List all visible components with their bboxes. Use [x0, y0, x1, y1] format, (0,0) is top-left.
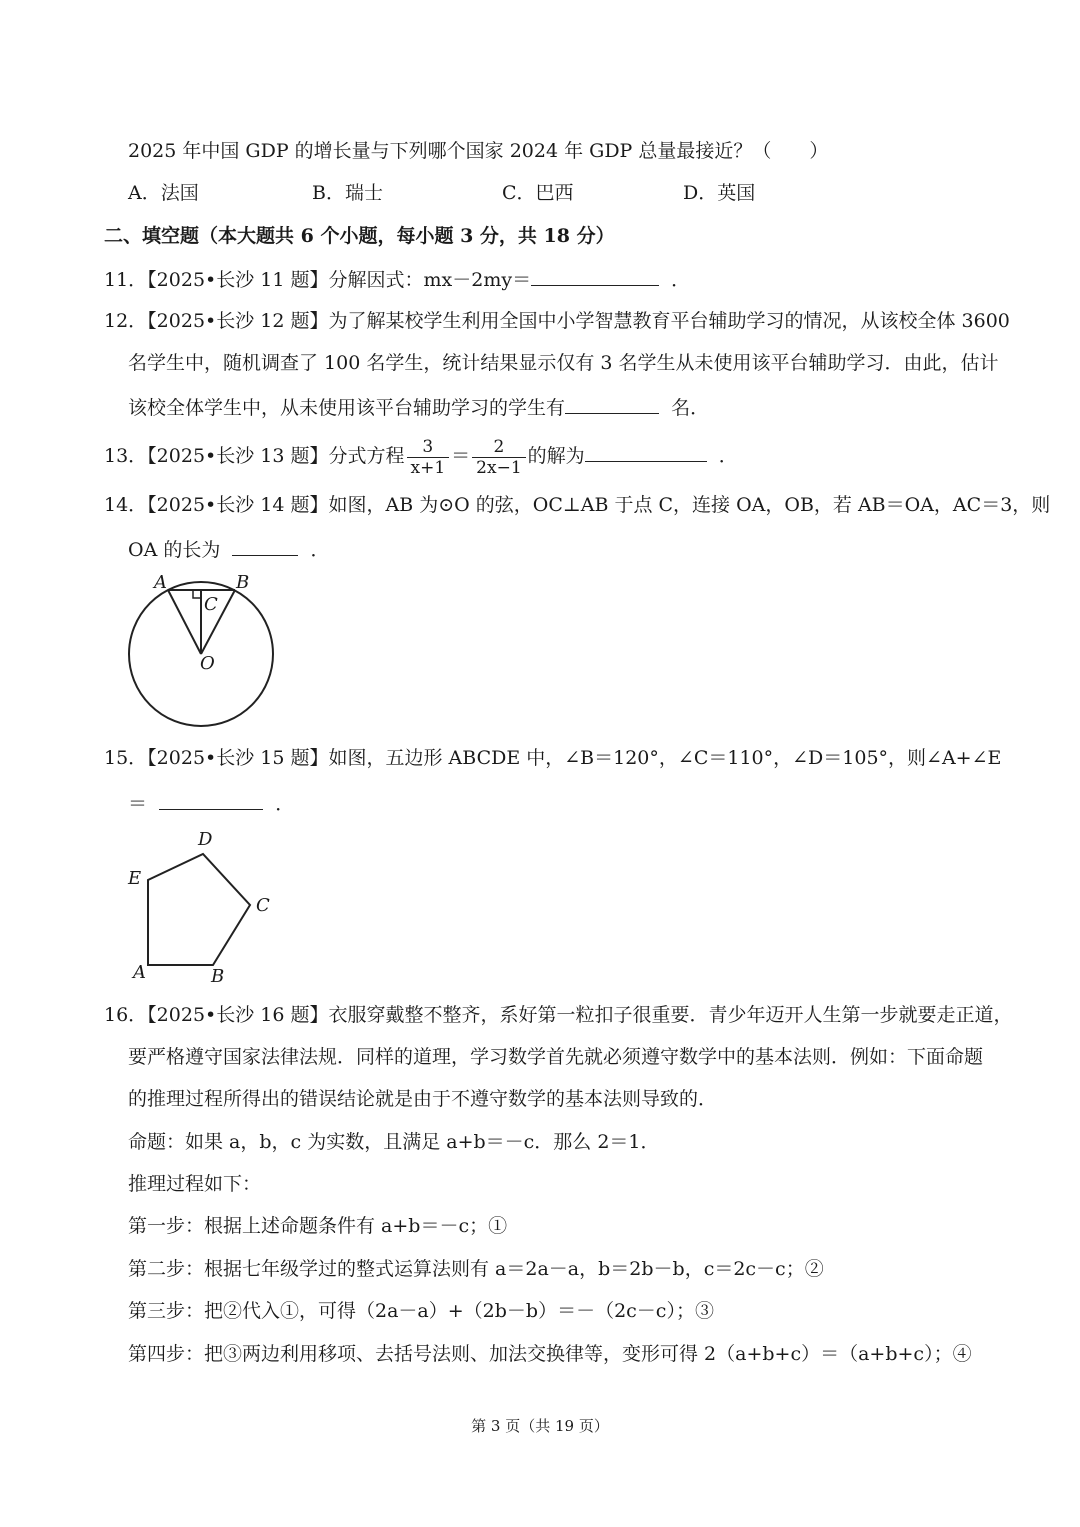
- q15-pentagon-figure: [118, 825, 288, 990]
- right-angle-mark: [193, 590, 201, 598]
- q16-reasoning-heading: 推理过程如下：: [128, 1173, 262, 1195]
- label-a: A: [154, 572, 167, 593]
- q15-line-2-text: ＝: [128, 793, 148, 815]
- q14-answer-blank[interactable]: [232, 535, 298, 556]
- segment-oa: [168, 590, 201, 654]
- q16-line-2: 要严格遵守国家法律法规．同样的道理，学习数学首先就必须遵守数学中的基本法则．例如：下面命题: [128, 1046, 984, 1068]
- q14-tail: ．: [310, 539, 330, 561]
- q16-step-2: 第二步：根据七年级学过的整式运算法则有 a＝2a－a，b＝2b－b，c＝2c－c；②: [128, 1258, 824, 1280]
- section-heading: 二、填空题（本大题共 6 个小题，每小题 3 分，共 18 分）: [104, 225, 615, 247]
- label-d: D: [198, 829, 213, 850]
- q10-stem: 2025 年中国 GDP 的增长量与下列哪个国家 2024 年 GDP 总量最接近？（ ）: [128, 140, 829, 162]
- label-b: B: [211, 966, 225, 987]
- q13-frac2-denominator: 2x−1: [472, 457, 525, 478]
- q16-line-1: 16．【2025•长沙 16 题】衣服穿戴整不整齐，系好第一粒扣子很重要．青少年迈开人生第一步就要走正道，: [104, 1004, 1013, 1026]
- q13-fraction-1: [407, 437, 450, 478]
- q15-tail: ．: [275, 793, 295, 815]
- q13-equals: ＝: [451, 445, 471, 467]
- q13-frac1-denominator: x+1: [407, 457, 450, 478]
- q16-proposition: 命题：如果 a，b，c 为实数，且满足 a+b＝－c．那么 2＝1．: [128, 1131, 660, 1153]
- q14-circle-figure: [118, 570, 288, 735]
- q15-answer-blank[interactable]: [159, 789, 263, 810]
- q11: [104, 265, 690, 293]
- q13-fraction-2: [472, 437, 525, 478]
- q11-tail: ．: [671, 269, 691, 291]
- q13-prefix: 13．【2025•长沙 13 题】分式方程: [104, 445, 405, 467]
- q12-tail: 名．: [671, 397, 710, 419]
- q14-line-1: 14．【2025•长沙 14 题】如图，AB 为⊙O 的弦，OC⊥AB 于点 C，连接 OA，OB，若 AB＝OA，AC＝3，则: [104, 494, 1051, 516]
- label-c: C: [204, 594, 218, 615]
- label-b: B: [236, 572, 250, 593]
- label-e: E: [128, 868, 142, 889]
- q11-answer-blank[interactable]: [531, 265, 659, 286]
- q13-suffix: 的解为: [527, 445, 585, 467]
- q16-step-1: 第一步：根据上述命题条件有 a+b＝－c；①: [128, 1215, 508, 1237]
- q14-line-2: [128, 535, 330, 563]
- label-o: O: [200, 653, 215, 674]
- q10-option-d: D．英国: [683, 182, 756, 204]
- page-footer: 第 3 页（共 19 页）: [471, 1417, 609, 1435]
- label-a: A: [133, 962, 146, 983]
- q16-step-4: 第四步：把③两边利用移项、去括号法则、加法交换律等，变形可得 2（a+b+c）＝（a+b+c）；④: [128, 1343, 972, 1365]
- q10-option-c: C．巴西: [502, 182, 574, 204]
- q10-option-b: B．瑞士: [312, 182, 383, 204]
- q13-answer-blank[interactable]: [585, 441, 707, 462]
- q13: [104, 433, 738, 479]
- q14-line-2-text: OA 的长为: [128, 539, 221, 561]
- q15-line-2: [128, 789, 294, 817]
- q12-line-3-text: 该校全体学生中，从未使用该平台辅助学习的学生有: [128, 397, 566, 419]
- q11-text: 11．【2025•长沙 11 题】分解因式：mx－2my＝: [104, 269, 532, 291]
- q15-line-1: 15．【2025•长沙 15 题】如图，五边形 ABCDE 中，∠B＝120°，∠C＝110°，∠D＝105°，则∠A+∠E: [104, 747, 1002, 769]
- q12-line-3: [128, 393, 709, 421]
- q13-frac2-numerator: 2: [493, 436, 505, 457]
- q13-tail: ．: [718, 445, 738, 467]
- q16-line-3: 的推理过程所得出的错误结论就是由于不遵守数学的基本法则导致的．: [128, 1088, 718, 1110]
- q13-frac1-numerator: 3: [422, 436, 434, 457]
- q12-line-2: 名学生中，随机调查了 100 名学生，统计结果显示仅有 3 名学生从未使用该平台辅助学习．由此，估计: [128, 352, 999, 374]
- q16-step-3: 第三步：把②代入①，可得（2a－a）+（2b－b）＝－（2c－c）；③: [128, 1300, 714, 1322]
- pentagon-abcde: [148, 854, 250, 965]
- q12-line-1: 12．【2025•长沙 12 题】为了解某校学生利用全国中小学智慧教育平台辅助学习的情况，从该校全体 3600: [104, 310, 1010, 332]
- label-c: C: [256, 895, 270, 916]
- q12-answer-blank[interactable]: [565, 393, 659, 414]
- q10-option-a: A．法国: [128, 182, 199, 204]
